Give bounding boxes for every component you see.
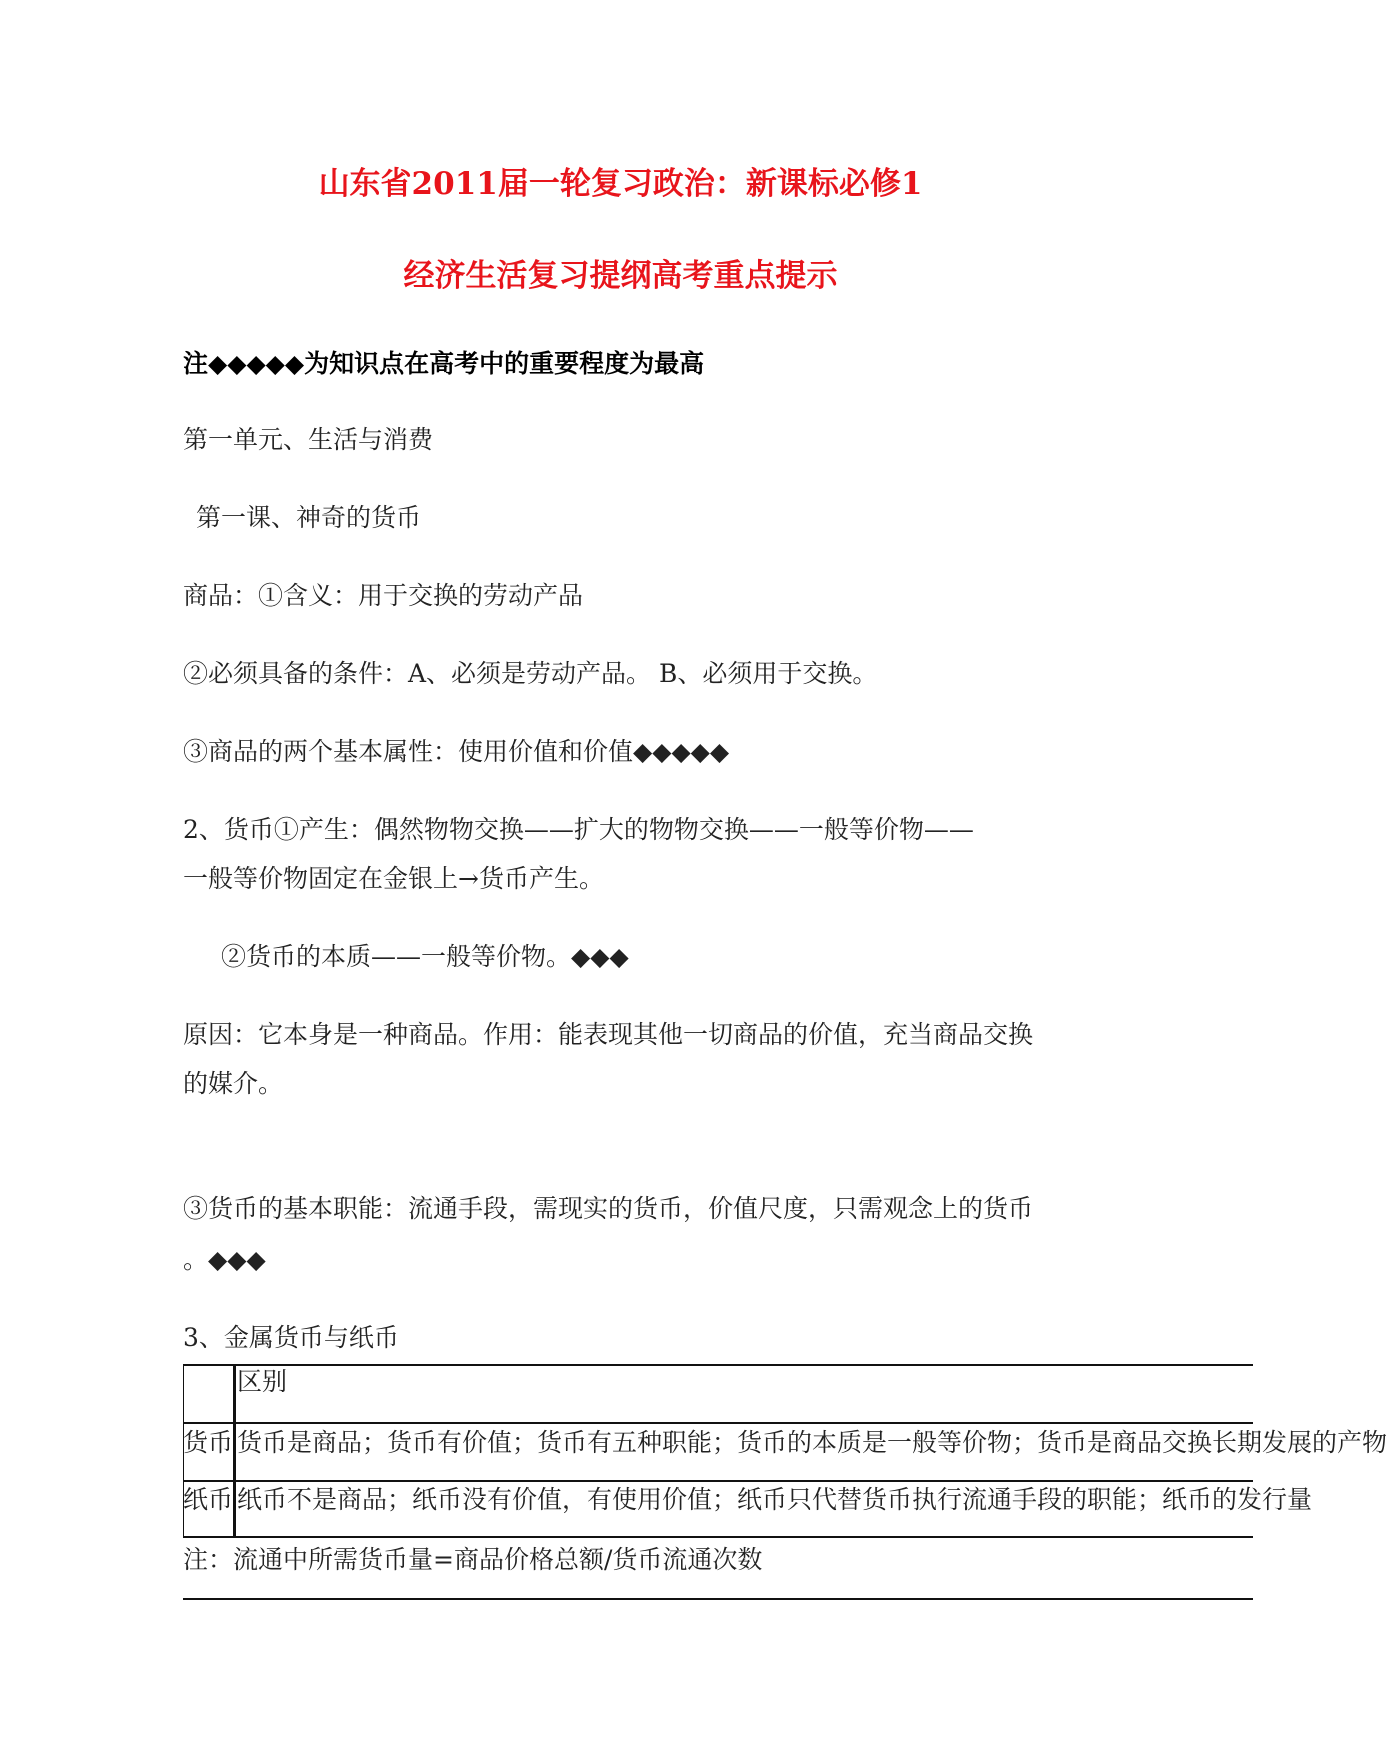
table-row-label-paper-money: 纸币: [183, 1485, 234, 1514]
table-top-border: [183, 1364, 1253, 1366]
money-functions-line1: ③货币的基本职能：流通手段，需现实的货币，价值尺度，只需观念上的货币: [183, 1194, 1034, 1223]
lesson-heading: 第一课、神奇的货币: [196, 503, 422, 532]
money-functions-line2: 。◆◆◆: [183, 1245, 266, 1274]
reason-line1: 原因：它本身是一种商品。作用：能表现其他一切商品的价值，充当商品交换: [183, 1020, 1034, 1049]
table-note-formula: 注：流通中所需货币量=商品价格总额/货币流通次数: [183, 1545, 763, 1574]
unit-heading: 第一单元、生活与消费: [183, 425, 434, 454]
commodity-attributes: ③商品的两个基本属性：使用价值和价值◆◆◆◆◆: [183, 737, 730, 766]
table-row-text-paper-money: 纸币不是商品；纸币没有价值，有使用价值；纸币只代替货币执行流通手段的职能；纸币的发行量: [237, 1485, 1313, 1514]
table-header-difference: 区别: [237, 1367, 288, 1396]
table-row-divider: [183, 1422, 1253, 1424]
table-bottom-border: [183, 1598, 1253, 1600]
document-title: 山东省2011届一轮复习政治：新课标必修1: [318, 166, 923, 202]
money-essence: ②货币的本质——一般等价物。◆◆◆: [221, 942, 629, 971]
table-row-divider: [183, 1536, 1253, 1538]
reason-line2: 的媒介。: [183, 1069, 284, 1098]
money-origin-line1: 2、货币①产生：偶然物物交换——扩大的物物交换——一般等价物——: [183, 815, 974, 844]
commodity-definition: 商品：①含义：用于交换的劳动产品: [183, 581, 584, 610]
table-row-text-money: 货币是商品；货币有价值；货币有五种职能；货币的本质是一般等价物；货币是商品交换长期发展的产物: [237, 1428, 1387, 1457]
importance-note: 注◆◆◆◆◆为知识点在高考中的重要程度为最高: [183, 349, 705, 378]
money-origin-line2: 一般等价物固定在金银上→货币产生。: [183, 864, 604, 893]
table-row-label-money: 货币: [183, 1428, 234, 1457]
document-subtitle: 经济生活复习提纲高考重点提示: [403, 258, 838, 294]
table-row-divider: [183, 1480, 1253, 1482]
comparison-table: [183, 1364, 1387, 1600]
commodity-conditions: ②必须具备的条件：A、必须是劳动产品。 B、必须用于交换。: [183, 659, 878, 688]
table-column-divider: [233, 1364, 236, 1538]
section-heading-metal-paper: 3、金属货币与纸币: [183, 1323, 399, 1352]
